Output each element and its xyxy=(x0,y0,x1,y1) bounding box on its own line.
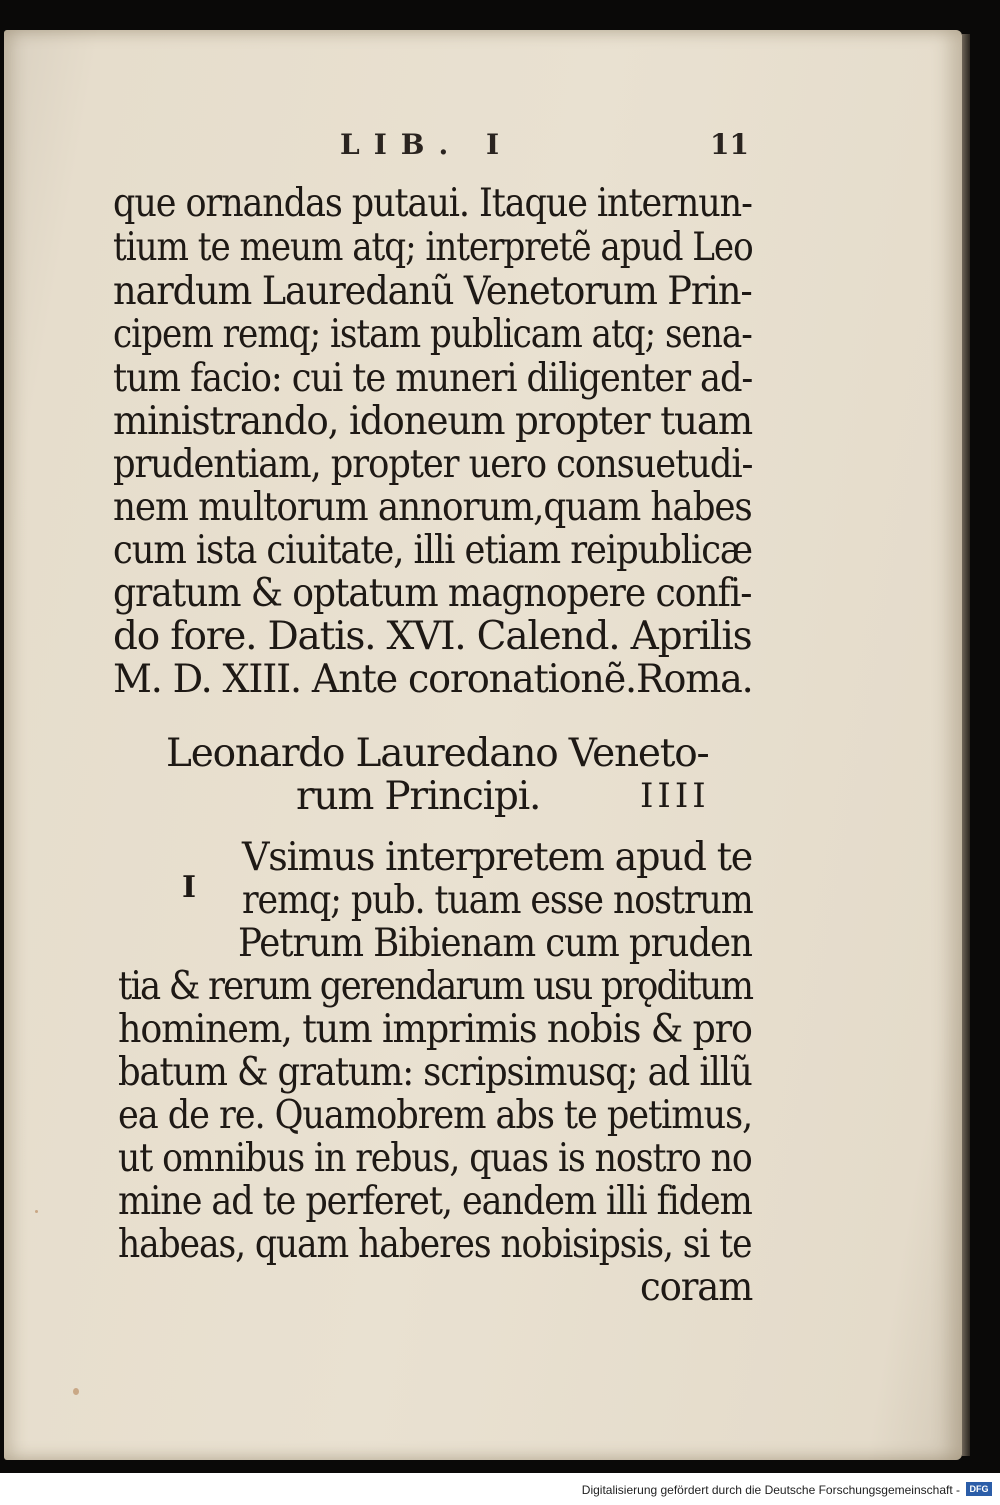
catchword: coram xyxy=(640,1265,753,1310)
text-line: gratum & optatum magnopere confi- xyxy=(113,571,752,616)
dfg-logo-icon: DFG xyxy=(966,1482,992,1496)
text-line: cum ista ciuitate, illi etiam reipublicæ xyxy=(113,528,753,573)
text-line: prudentiam, propter uero consuetudi- xyxy=(113,442,753,487)
text-line: habeas, quam haberes nobisipsis, si te xyxy=(118,1222,752,1267)
text-line: tium te meum atq; interpretẽ apud Leo xyxy=(113,225,753,270)
text-line: do fore. Datis. XVI. Calend. Aprilis xyxy=(113,614,752,659)
page-edge xyxy=(962,34,970,1456)
text-line: M. D. XIII. Ante coronationẽ.Roma. xyxy=(113,657,753,702)
text-line: batum & gratum: scripsimusq; ad illũ xyxy=(118,1050,752,1095)
margin-marker: I xyxy=(182,870,197,905)
text-line: Vsimus interpretem apud te xyxy=(242,835,753,880)
text-line: que ornandas putaui. Itaque internun- xyxy=(113,181,752,226)
text-line: mine ad te perferet, eandem illi fidem xyxy=(118,1179,752,1224)
heading-line: rum Principi. xyxy=(296,774,541,819)
text-line: tum facio: cui te muneri diligenter ad- xyxy=(113,356,753,401)
text-line: hominem, tum imprimis nobis & pro xyxy=(118,1007,752,1052)
letter-number: IIII xyxy=(640,776,710,816)
heading-line: Leonardo Lauredano Veneto- xyxy=(166,731,709,776)
funding-notice: Digitalisierung gefördert durch die Deutsche Forschungsgemeinschaft - xyxy=(581,1483,960,1497)
foxing-spot xyxy=(73,1388,79,1395)
footer-bar xyxy=(0,1473,1000,1505)
text-line: remq; pub. tuam esse nostrum xyxy=(242,878,753,923)
text-line: Petrum Bibienam cum pruden xyxy=(238,921,752,966)
text-line: ut omnibus in rebus, quas is nostro no xyxy=(118,1136,752,1181)
text-line: cipem remq; istam publicam atq; sena- xyxy=(113,312,752,357)
running-head: LIB. I xyxy=(340,128,514,161)
text-line: ea de re. Quamobrem abs te petimus, xyxy=(118,1093,753,1138)
foxing-spot xyxy=(35,1210,38,1213)
page-header xyxy=(0,128,1000,168)
text-line: ministrando, idoneum propter tuam xyxy=(113,399,753,444)
text-line: tia & rerum gerendarum usu prǫditum xyxy=(118,964,753,1009)
text-line: nem multorum annorum,quam habes xyxy=(113,485,752,530)
text-line: nardum Lauredanũ Venetorum Prin- xyxy=(113,269,752,314)
folio-number: 11 xyxy=(710,128,749,161)
